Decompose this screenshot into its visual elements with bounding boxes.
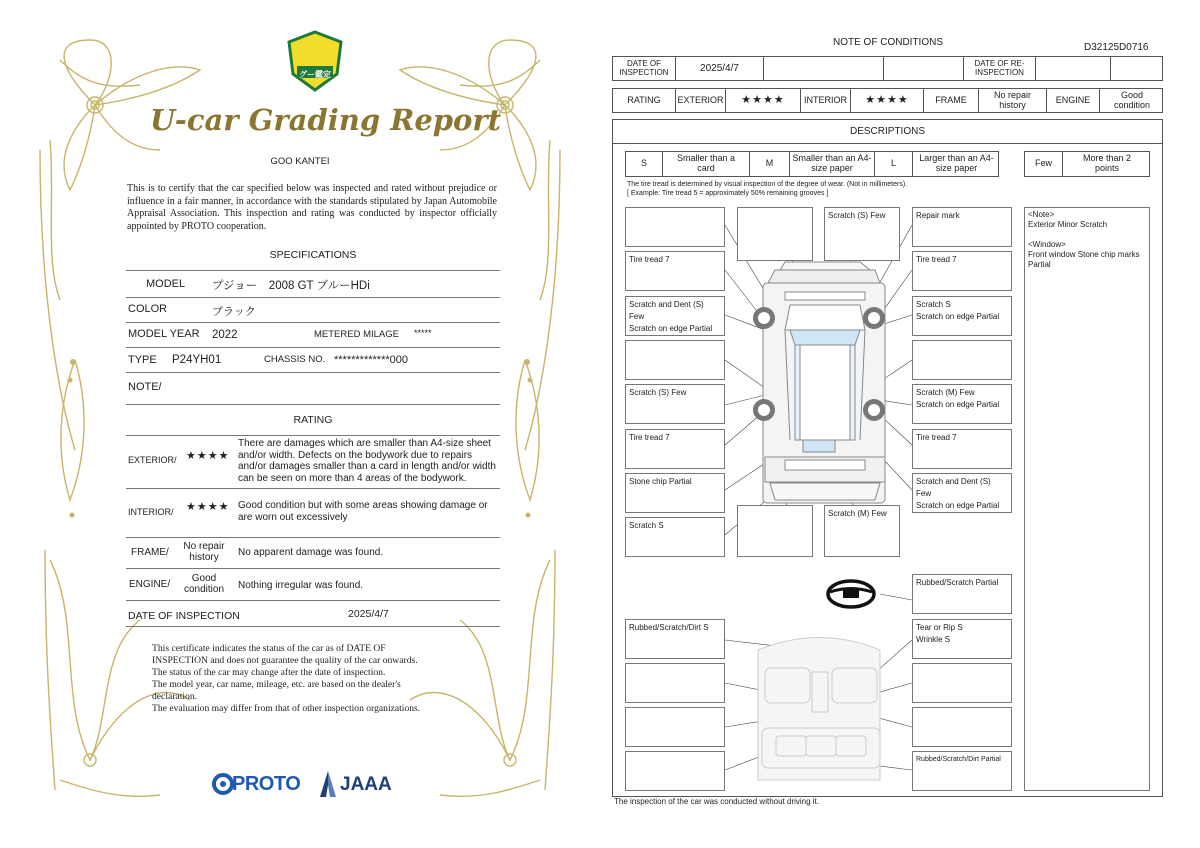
engine-value: Good condition xyxy=(1113,89,1151,110)
model-year-value: 2022 xyxy=(212,329,238,341)
interior-box xyxy=(625,751,725,791)
frame-description: No apparent damage was found. xyxy=(238,547,384,558)
disclaimer-line: declaration. xyxy=(152,691,198,702)
specifications-heading: SPECIFICATIONS xyxy=(269,249,357,261)
interior-label: INTERIOR xyxy=(801,89,851,112)
damage-box xyxy=(625,340,725,380)
date-of-inspection-label: DATE OF INSPECTION xyxy=(613,57,676,80)
report-subtitle: GOO KANTEI xyxy=(270,156,330,167)
window-heading: <Window> xyxy=(1028,240,1066,249)
interior-box xyxy=(625,663,725,703)
model-value: プジョー 2008 GT ブルーHDi xyxy=(212,280,370,292)
badge-text: グー鑑定 xyxy=(299,70,331,79)
frame-label: FRAME/ xyxy=(131,547,169,558)
color-value: ブラック xyxy=(212,306,256,318)
interior-label: INTERIOR/ xyxy=(128,507,174,517)
frame-label: FRAME xyxy=(924,89,979,112)
damage-box: Scratch and Dent (S) Few Scratch on edge Partial xyxy=(625,296,725,336)
engine-label: ENGINE xyxy=(1047,89,1100,112)
damage-box: Tire tread 7 xyxy=(912,429,1012,469)
damage-box: Scratch (S) Few xyxy=(625,384,725,424)
damage-box xyxy=(737,207,813,261)
interior-box: Rubbed/Scratch/Dirt S xyxy=(625,619,725,659)
damage-box xyxy=(625,207,725,247)
legend-code: M xyxy=(750,152,790,176)
legend-code: L xyxy=(875,152,913,176)
model-label: MODEL xyxy=(146,278,186,290)
damage-box: Scratch and Dent (S) Few Scratch on edge Partial xyxy=(912,473,1012,513)
mileage-value: ***** xyxy=(414,328,432,338)
mileage-label: METERED MILAGE xyxy=(314,329,399,340)
jaaa-logo: JAAA xyxy=(340,774,392,795)
disclaimer-line: The status of the car may change after the date of inspection. xyxy=(152,667,386,678)
interior-description: Good condition but with some areas showing damage or are worn out excessively xyxy=(238,500,488,523)
disclaimer-line: The evaluation may differ from that of other inspection organizations. xyxy=(152,703,421,714)
damage-box: Scratch (M) Few Scratch on edge Partial xyxy=(912,384,1012,424)
damage-box: Rubbed/Scratch Partial xyxy=(912,574,1012,614)
exterior-label: EXTERIOR/ xyxy=(128,455,177,465)
descriptions-heading: DESCRIPTIONS xyxy=(613,119,1162,144)
damage-box: Scratch (S) Few xyxy=(824,207,900,261)
interior-box xyxy=(625,707,725,747)
engine-description: Nothing irregular was found. xyxy=(238,580,364,591)
interior-box xyxy=(912,663,1012,703)
tire-note-line: [ Example: Tire tread 5 = approximately 50% remaining grooves ] xyxy=(627,190,829,197)
color-label: COLOR xyxy=(128,303,168,315)
note-text: Exterior Minor Scratch xyxy=(1028,220,1108,229)
sheet-title: NOTE OF CONDITIONS xyxy=(833,37,943,48)
date-label: DATE OF INSPECTION xyxy=(128,610,240,622)
damage-box: Tire tread 7 xyxy=(912,251,1012,291)
damage-box: Scratch S xyxy=(625,517,725,557)
disclaimer-line: The model year, car name, mileage, etc. are based on the dealer's xyxy=(152,679,401,690)
tire-note-line: The tire tread is determined by visual inspection of the degree of wear. (Not in millimeters). xyxy=(627,181,908,188)
exterior-label: EXTERIOR xyxy=(676,89,726,112)
type-value: P24YH01 xyxy=(172,354,222,366)
certification-statement: This is to certify that the car specified below was inspected and rated without prejudice or influence in a fair manner, in accordance with the standards stipulated by Japan Automobile Appraisal Association. This inspection and rating was conducted by inspector officially appointed by PROTO cooperation. xyxy=(127,183,497,232)
interior-stars: ★★★★ xyxy=(851,89,924,112)
damage-box: Scratch (M) Few xyxy=(824,505,900,557)
engine-label: ENGINE/ xyxy=(129,579,171,590)
exterior-description: There are damages which are smaller than A4-size sheet and/or width. Defects on the bodywork due to repairs and/or damages smaller than a card in length and/or width can be seen on more than 4 areas of the bodywork. xyxy=(238,438,496,484)
damage-box: Tire tread 7 xyxy=(625,429,725,469)
legend-code: S xyxy=(626,152,663,176)
legend-text: Smaller than a card xyxy=(663,152,750,176)
damage-box: Scratch S Scratch on edge Partial xyxy=(912,296,1012,336)
disclaimer-line: This certificate indicates the status of the car as of DATE OF xyxy=(152,643,386,654)
damage-box: Tire tread 7 xyxy=(625,251,725,291)
sheet-footer: The inspection of the car was conducted without driving it. xyxy=(614,797,819,806)
note-label: NOTE/ xyxy=(128,381,162,393)
chassis-label: CHASSIS NO. xyxy=(264,354,326,365)
rating-heading: RATING xyxy=(293,414,333,426)
legend-text: Smaller than an A4-size paper xyxy=(790,152,875,176)
damage-box: Repair mark xyxy=(912,207,1012,247)
date-of-inspection-value: 2025/4/7 xyxy=(676,57,764,80)
date-value: 2025/4/7 xyxy=(348,608,389,620)
disclaimer-line: INSPECTION and does not guarantee the quality of the car onwards. xyxy=(152,655,418,666)
interior-box: Tear or Rip S Wrinkle S xyxy=(912,619,1012,659)
model-year-label: MODEL YEAR xyxy=(128,328,200,340)
rating-label: RATING xyxy=(613,89,676,112)
report-title: U-car Grading Report xyxy=(150,103,502,137)
exterior-stars: ★★★★ xyxy=(186,450,230,462)
interior-box: Rubbed/Scratch/Dirt Partial xyxy=(912,751,1012,791)
few-text: More than 2 points xyxy=(1082,153,1132,173)
exterior-stars: ★★★★ xyxy=(726,89,801,112)
damage-box: Stone chip Partial xyxy=(625,473,725,513)
proto-logo: PROTO xyxy=(232,773,301,795)
steering-wheel-icon xyxy=(828,581,874,607)
legend-text: Larger than an A4-size paper xyxy=(919,153,994,173)
frame-value: No repair history xyxy=(979,89,1047,112)
document-id: D32125D0716 xyxy=(1084,42,1149,53)
damage-box xyxy=(737,505,813,557)
few-code: Few xyxy=(1025,152,1063,176)
note-heading: <Note> xyxy=(1028,210,1055,219)
window-text: Front window Stone chip marks Partial xyxy=(1028,250,1140,269)
interior-stars: ★★★★ xyxy=(186,501,230,513)
interior-box xyxy=(912,707,1012,747)
damage-box xyxy=(912,340,1012,380)
frame-value: No repair history xyxy=(183,541,225,563)
engine-value: Good condition xyxy=(183,573,225,595)
type-label: TYPE xyxy=(128,354,157,366)
chassis-value: *************000 xyxy=(334,354,409,366)
reinspection-label: DATE OF RE-INSPECTION xyxy=(964,57,1036,80)
